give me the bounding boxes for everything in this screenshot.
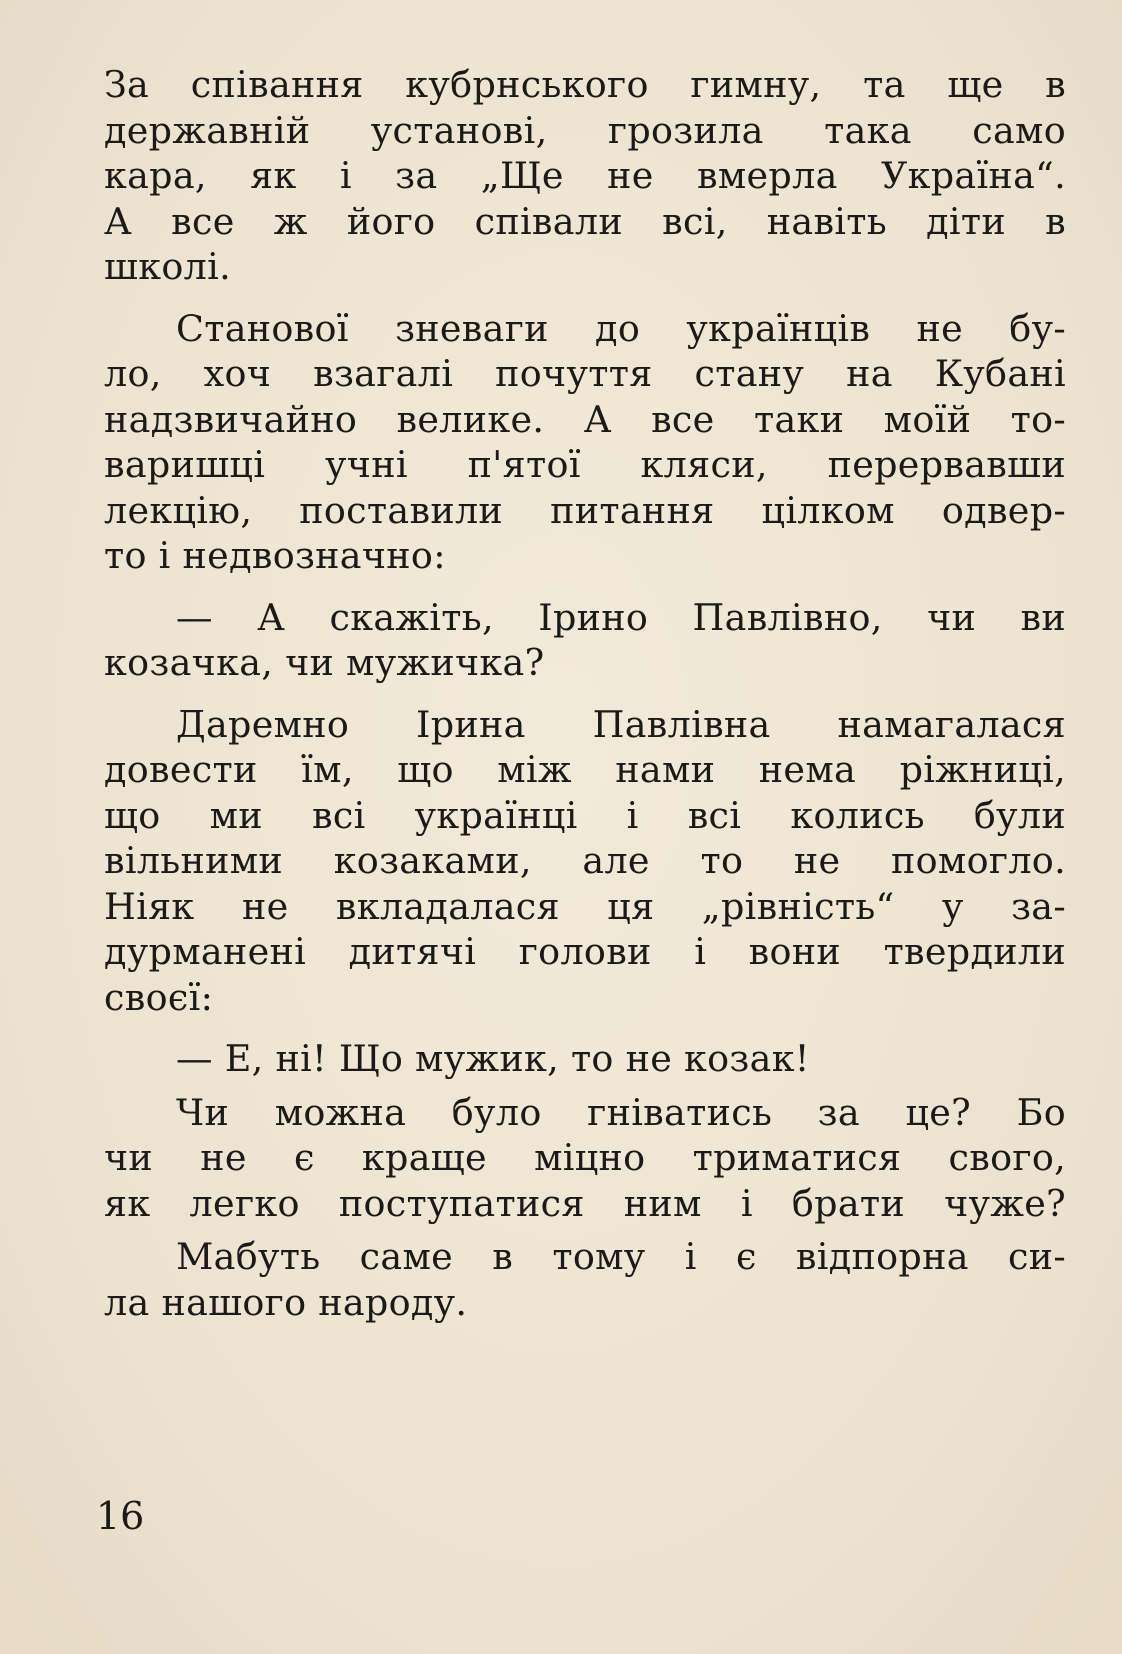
text-line: Даремно Ірина Павлівна намагалася	[176, 702, 1066, 746]
text-line: А все ж його співали всі, навіть діти в	[104, 199, 1066, 243]
text-line: ло, хоч взагалі почуття стану на Кубані	[104, 352, 1066, 395]
text-line: вільними козаками, але то не помогло.	[104, 839, 1066, 882]
text-line: За співання кубрнського гимну, та ще в	[104, 63, 1066, 106]
text-line: кара, як і за „Ще не вмерла Україна“.	[104, 154, 1066, 197]
text-line: своєї:	[104, 975, 214, 1019]
text-line: ла нашого народу.	[104, 1280, 468, 1324]
text-line: чи не є краще міцно триматися свого,	[104, 1136, 1066, 1179]
text-line: Станової зневаги до українців не бу-	[176, 306, 1066, 350]
paragraph-3-dialogue	[104, 595, 1066, 686]
paragraph-1	[104, 62, 1066, 290]
text-line: — Е, ні! Що мужик, то не козак!	[176, 1037, 810, 1080]
text-line: козачка, чи мужичка?	[104, 641, 545, 684]
text-line: дурманені дитячі голови і вони твердили	[104, 930, 1066, 973]
text-line: варишці учні п'ятої кляси, перервавши	[104, 443, 1066, 486]
text-line: державній установі, грозила така само	[104, 108, 1066, 152]
text-line: надзвичайно велике. А все таки моїй то-	[104, 397, 1066, 441]
text-line: як легко поступатися ним і брати чуже?	[104, 1181, 1066, 1225]
paragraph-5-dialogue	[104, 1036, 1066, 1082]
text-line: лекцію, поставили питання цілком одвер-	[104, 488, 1066, 532]
text-line: Ніяк не вкладалася ця „рівність“ у за-	[104, 884, 1066, 928]
text-line: Мабуть саме в тому і є відпорна си-	[176, 1235, 1066, 1278]
text-line: то і недвозначно:	[104, 534, 446, 577]
paragraph-7	[104, 1234, 1066, 1325]
text-line: довести їм, що між нами нема ріжниці,	[104, 748, 1066, 791]
paragraph-2	[104, 306, 1066, 579]
text-line: Чи можна було гніватись за це? Бо	[176, 1090, 1066, 1134]
paragraph-4	[104, 702, 1066, 1021]
paragraph-6	[104, 1090, 1066, 1227]
text-line: що ми всі українці і всі колись були	[104, 793, 1066, 837]
body-text	[104, 62, 1066, 1325]
text-line: — А скажіть, Ірино Павлівно, чи ви	[176, 595, 1066, 639]
page-number: 16	[96, 1494, 145, 1538]
text-line: школі.	[104, 245, 231, 288]
